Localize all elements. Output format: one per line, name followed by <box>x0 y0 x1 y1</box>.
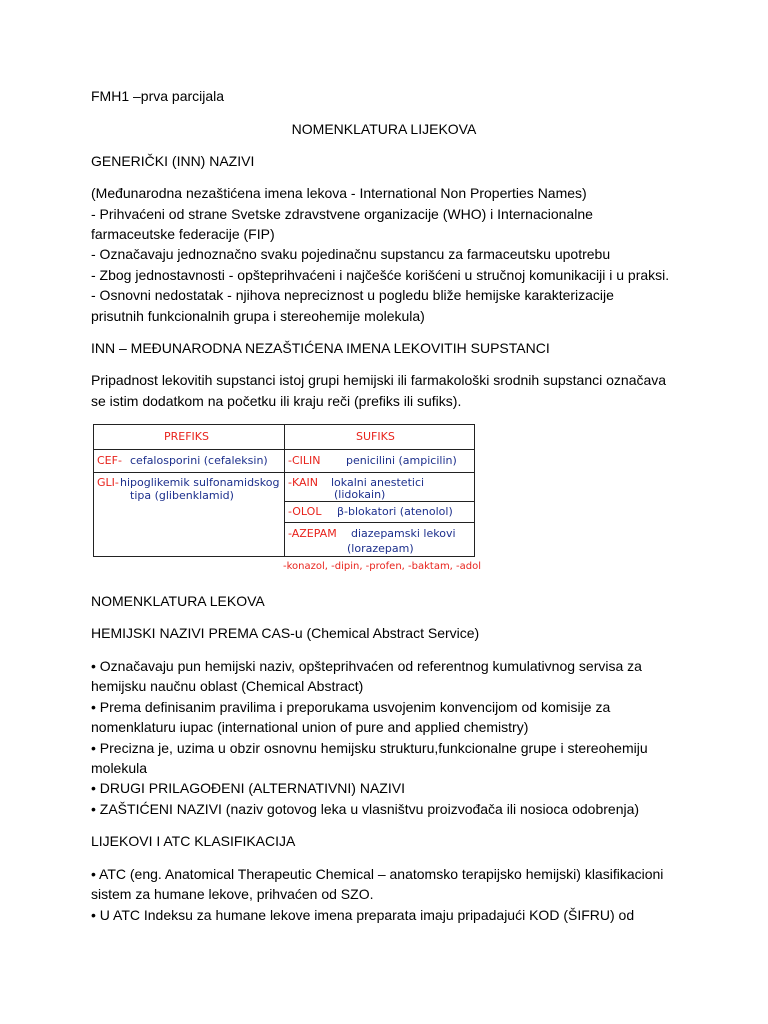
suffix-code: -OLOL <box>288 505 322 518</box>
section-subheading: HEMIJSKI NAZIVI PREMA CAS-u (Chemical Abstract Service) <box>91 625 480 641</box>
suffix-code: -AZEPAM <box>288 527 337 540</box>
table-header-suffix: SUFIKS <box>356 430 395 443</box>
suffix-code: -KAIN <box>288 476 318 489</box>
prefix-suffix-table <box>93 424 475 557</box>
prefix-code: CEF- <box>97 454 122 467</box>
section-heading: GENERIČKI (INN) NAZIVI <box>91 153 255 169</box>
paragraph-line: - Označavaju jednoznačno svaku pojedinačnu supstancu za farmaceutsku upotrebu <box>91 246 611 262</box>
bullet-line: • Označavaju pun hemijski naziv, opšteprihvaćen od referentnog kumulativnog servisa za <box>91 658 642 674</box>
prefix-code: GLI- <box>97 476 119 489</box>
bullet-line: nomenklaturu iupac (international union of pure and applied chemistry) <box>91 719 529 735</box>
prefix-desc: hipoglikemik sulfonamidskog <box>120 476 280 489</box>
bullet-line: molekula <box>91 760 148 776</box>
prefix-desc: cefalosporini (cefaleksin) <box>130 454 268 467</box>
suffix-desc: penicilini (ampicilin) <box>346 454 457 467</box>
paragraph-line: prisutnih funkcionalnih grupa i stereohemije molekula) <box>91 308 425 324</box>
section-heading: LIJEKOVI I ATC KLASIFIKACIJA <box>91 833 296 849</box>
paragraph-line: (Međunarodna nezaštićena imena lekova - International Non Properties Names) <box>91 185 587 201</box>
suffix-desc: lokalni anestetici <box>331 476 425 489</box>
bullet-line: • U ATC Indeksu za humane lekove imena preparata imaju pripadajući KOD (ŠIFRU) od <box>91 907 635 923</box>
suffix-code: -CILIN <box>288 454 321 467</box>
document-header: FMH1 –prva parcijala <box>91 88 225 104</box>
paragraph-line: farmaceutske federacije (FIP) <box>91 226 275 242</box>
paragraph-line: se istim dodatkom na početku ili kraju reči (prefiks ili sufiks). <box>91 393 462 409</box>
suffix-desc: diazepamski lekovi <box>351 527 456 540</box>
table-header-prefix: PREFIKS <box>164 430 209 443</box>
paragraph-line: - Zbog jednostavnosti - opšteprihvaćeni i najčešće korišćeni u stručnoj komunikaciji i u praksi. <box>91 267 670 283</box>
prefix-desc: tipa (glibenklamid) <box>130 489 234 502</box>
paragraph-line: - Prihvaćeni od strane Svetske zdravstvene organizacije (WHO) i Internacionalne <box>91 206 593 222</box>
suffix-desc: (lidokain) <box>334 488 386 501</box>
paragraph-line: - Osnovni nedostatak - njihova nepreciznost u pogledu bliže hemijske karakterizacije <box>91 287 614 303</box>
bullet-line: • Prema definisanim pravilima i preporukama usvojenim konvencijom od komisije za <box>91 699 611 715</box>
bullet-line: • ZAŠTIĆENI NAZIVI (naziv gotovog leka u vlasništvu proizvođača ili nosioca odobrenja) <box>91 801 640 817</box>
table-footnote: -konazol, -dipin, -profen, -baktam, -adol <box>283 561 482 572</box>
bullet-line: • ATC (eng. Anatomical Therapeutic Chemical – anatomsko terapijsko hemijski) klasifikacioni <box>91 866 664 882</box>
document-title: NOMENKLATURA LIJEKOVA <box>291 121 477 137</box>
section-heading: INN – MEĐUNARODNA NEZAŠTIĆENA IMENA LEKOVITIH SUPSTANCI <box>91 340 550 356</box>
bullet-line: hemijsku naučnu oblast (Chemical Abstract) <box>91 678 364 694</box>
paragraph-line: Pripadnost lekovitih supstanci istoj grupi hemijski ili farmakološki srodnih supstanci označava <box>91 372 667 388</box>
bullet-line: • Precizna je, uzima u obzir osnovnu hemijsku strukturu,funkcionalne grupe i stereohemiju <box>91 740 648 756</box>
suffix-desc: β-blokatori (atenolol) <box>337 505 453 518</box>
bullet-line: sistem za humane lekove, prihvaćen od SZO. <box>91 886 374 902</box>
suffix-desc: (lorazepam) <box>347 542 414 555</box>
bullet-line: • DRUGI PRILAGOĐENI (ALTERNATIVNI) NAZIVI <box>91 780 405 796</box>
section-heading: NOMENKLATURA LEKOVA <box>91 593 265 609</box>
